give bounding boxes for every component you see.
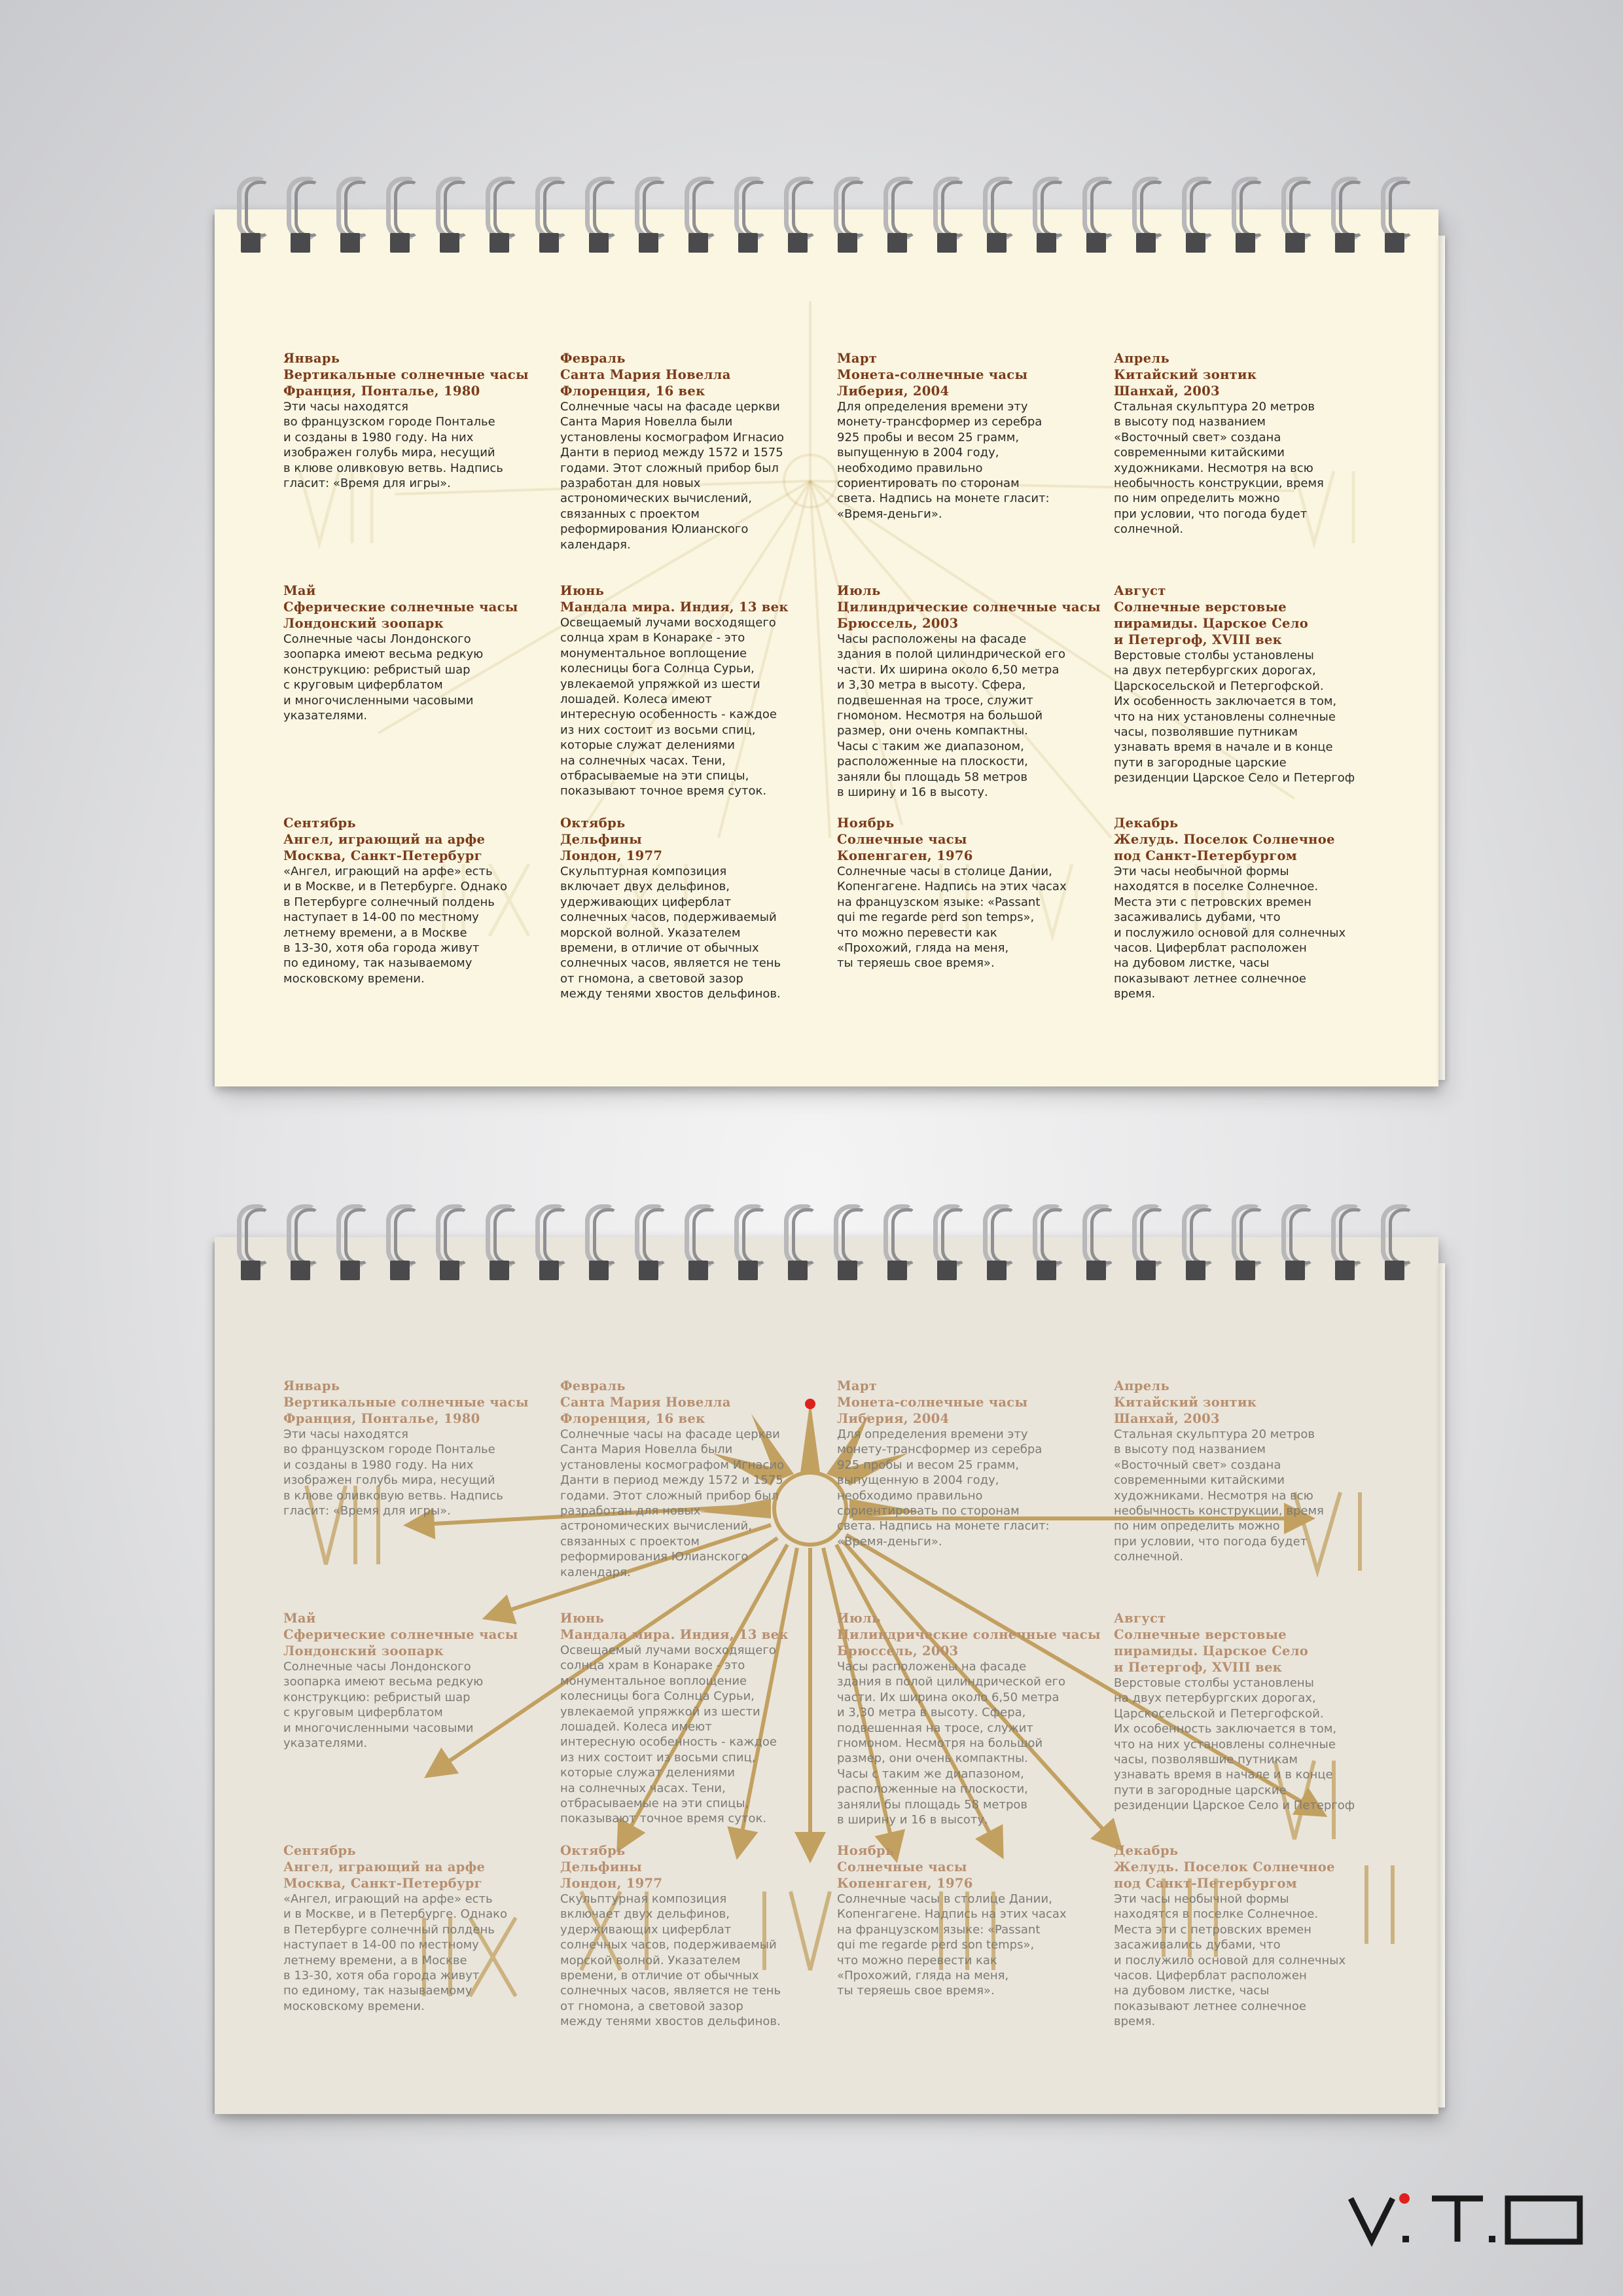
month-name: Июнь: [560, 583, 605, 598]
binding-ring: [287, 177, 321, 262]
binding-ring: [784, 177, 818, 262]
entry-text: «Ангел, играющий на арфе» есть и в Москве, и в Петербурге. Однако в Петербурге солнечный полдень наступает в 14-00 по местному летнему времени, а в Москве в 13-30, хотя оба города живут по единому, так называемому московскому времени.: [283, 865, 507, 986]
entry-title: Солнечные верстовые пирамиды. Царское Село и Петергоф, XVIII век: [1114, 600, 1309, 647]
month-entry-june: [560, 1610, 837, 1842]
entry-title: Мандала мира. Индия, 13 век: [560, 600, 789, 615]
vto-logo: [1348, 2189, 1584, 2248]
entry-title: Дельфины Лондон, 1977: [560, 1859, 663, 1891]
entry-title: Ангел, играющий на арфе Москва, Санкт-Петербург: [283, 1859, 486, 1891]
entry-title: Китайский зонтик Шанхай, 2003: [1114, 1395, 1257, 1426]
calendar-page-bottom: [215, 1237, 1438, 2114]
month-entry-march: [837, 350, 1114, 583]
month-name: Апрель: [1114, 1378, 1169, 1393]
entry-title: Солнечные верстовые пирамиды. Царское Село и Петергоф, XVIII век: [1114, 1627, 1309, 1675]
entry-text: Солнечные часы в столице Дании, Копенгагене. Надпись на этих часах на французском языке: «Passant qui me regarde perd son temps», что можно перевести как «Прохожий, гляда на меня, ты теряешь свое время».: [837, 865, 1067, 971]
entry-text: Солнечные часы Лондонского зоопарка имеют весьма редкую конструкцию: ребристый шар с круговым циферблатом и многочисленными часовыми указателями.: [283, 632, 484, 723]
entry-text: Часы расположены на фасаде здания в полой цилиндрической его части. Их ширина около 6,50 метра и 3,30 метра в высоту. Сфера, подвешенная на тросе, служит гномоном. Несмотря на большой размер, они очень компактны. Часы с таким же диапазоном, расположенные на плоскости, заняли бы площадь 58 метров в ширину и 16 в высоту.: [837, 632, 1066, 800]
binding-ring: [685, 177, 719, 262]
entry-text: Для определения времени эту монету-трансформер из серебра 925 пробы и весом 25 грамм, выпущенную в 2004 году, необходимо правильно сориентировать по сторонам света. Надпись на монете гласит: «Время-деньги».: [837, 400, 1050, 521]
binding-ring: [983, 177, 1017, 262]
entry-title: Вертикальные солнечные часы Франция, Понталье, 1980: [283, 367, 529, 399]
month-entry-march: [837, 1378, 1114, 1610]
entry-title: Цилиндрические солнечные часы Брюссель, 2003: [837, 600, 1101, 631]
binding-ring: [1281, 177, 1315, 262]
entry-title: Монета-солнечные часы Либерия, 2004: [837, 367, 1028, 399]
logo-dot: [1399, 2193, 1410, 2204]
binding-ring: [635, 177, 669, 262]
entry-text: Освещаемый лучами восходящего солнца храм в Конараке - это монументальное воплощение колесницы бога Солнца Сурьи, увлекаемой упряжкой из шести лошадей. Колеса имеют интересную особенность - каждое из них состоит из восьми спиц, которые служат делениями на солнечных часах. Тени, отбрасываемые на эти спицы, показывают точное время суток.: [560, 1643, 777, 1826]
binding-ring: [1331, 177, 1365, 262]
month-name: Ноябрь: [837, 1843, 895, 1858]
month-entry-february: [560, 1378, 837, 1610]
binding-ring: [734, 177, 768, 262]
month-entry-february: [560, 350, 837, 583]
month-grid: [283, 350, 1396, 1057]
entry-text: Солнечные часы на фасаде церкви Санта Мария Новелла были установлены космографом Игнасио Данти в период между 1572 и 1575 годами. Этот сложный прибор был разработан для новых астрономических вычислений, связанных с проектом реформирования Юлианского календаря.: [560, 400, 785, 552]
entry-title: Дельфины Лондон, 1977: [560, 832, 663, 863]
entry-text: Солнечные часы в столице Дании, Копенгагене. Надпись на этих часах на французском языке: «Passant qui me regarde perd son temps», что можно перевести как «Прохожий, гляда на меня, ты теряешь свое время».: [837, 1892, 1067, 1998]
month-entry-january: [283, 350, 560, 583]
binding-ring: [1132, 177, 1166, 262]
month-name: Март: [837, 1378, 878, 1393]
entry-title: Мандала мира. Индия, 13 век: [560, 1627, 789, 1642]
month-name: Январь: [283, 351, 340, 366]
month-entry-september: [283, 1842, 560, 2075]
month-entry-october: [560, 1842, 837, 2075]
month-entry-october: [560, 815, 837, 1047]
month-name: Июль: [837, 583, 881, 598]
month-entry-april: [1114, 350, 1391, 583]
month-name: Июль: [837, 1611, 881, 1626]
entry-text: Солнечные часы Лондонского зоопарка имеют весьма редкую конструкцию: ребристый шар с круговым циферблатом и многочисленными часовыми указателями.: [283, 1660, 484, 1751]
entry-text: «Ангел, играющий на арфе» есть и в Москве, и в Петербурге. Однако в Петербурге солнечный полдень наступает в 14-00 по местному летнему времени, а в Москве в 13-30, хотя оба города живут по единому, так называемому московскому времени.: [283, 1892, 507, 2013]
month-entry-august: [1114, 583, 1391, 815]
month-entry-may: [283, 1610, 560, 1842]
entry-text: Стальная скульптура 20 метров в высоту под названием «Восточный свет» создана современными китайскими художниками. Несмотря на всю необычность конструкции, время по ним определить можно при условии, что погода будет солнечной.: [1114, 1427, 1324, 1564]
binding-ring: [237, 177, 271, 262]
entry-title: Желудь. Поселок Солнечное под Санкт-Петербургом: [1114, 1859, 1335, 1891]
month-name: Декабрь: [1114, 816, 1179, 831]
month-name: Май: [283, 1611, 316, 1626]
month-name: Сентябрь: [283, 1843, 356, 1858]
month-entry-september: [283, 815, 560, 1047]
month-entry-april: [1114, 1378, 1391, 1610]
month-entry-november: [837, 1842, 1114, 2075]
entry-text: Эти часы необычной формы находятся в поселке Солнечное. Места эти с петровских времен засаживались дубами, что и послужило основой для солнечных часов. Циферблат расположен на дубовом листке, часы показывают летнее солнечное время.: [1114, 865, 1346, 1001]
month-grid: [283, 1378, 1396, 2085]
month-name: Ноябрь: [837, 816, 895, 831]
entry-text: Солнечные часы на фасаде церкви Санта Мария Новелла были установлены космографом Игнасио Данти в период между 1572 и 1575 годами. Этот сложный прибор был разработан для новых астрономических вычислений, связанных с проектом реформирования Юлианского календаря.: [560, 1427, 785, 1579]
binding-ring: [933, 177, 967, 262]
binding-ring: [436, 177, 470, 262]
month-name: Август: [1114, 1611, 1166, 1626]
month-entry-december: [1114, 1842, 1391, 2075]
entry-text: Эти часы находятся во французском городе Понталье и созданы в 1980 году. На них изображен голубь мира, несущий в клюве оливковую ветвь. Надпись гласит: «Время для игры».: [283, 1427, 503, 1518]
entry-title: Вертикальные солнечные часы Франция, Понталье, 1980: [283, 1395, 529, 1426]
month-entry-august: [1114, 1610, 1391, 1842]
month-name: Сентябрь: [283, 816, 356, 831]
month-name: Апрель: [1114, 351, 1169, 366]
month-name: Февраль: [560, 351, 626, 366]
month-name: Январь: [283, 1378, 340, 1393]
month-entry-december: [1114, 815, 1391, 1047]
entry-title: Желудь. Поселок Солнечное под Санкт-Петербургом: [1114, 832, 1335, 863]
binding-ring: [883, 177, 918, 262]
entry-text: Верстовые столбы установлены на двух петербургских дорогах, Царскосельской и Петергофской. Их особенность заключается в том, что на них установлены солнечные часы, позволявшие путникам узнавать время в начале и в конце пути в загородные царские резиденции Царское Село и Петергоф: [1114, 649, 1355, 785]
binding-ring: [834, 177, 868, 262]
binding-ring: [1082, 177, 1116, 262]
entry-text: Эти часы необычной формы находятся в поселке Солнечное. Места эти с петровских времен засаживались дубами, что и послужило основой для солнечных часов. Циферблат расположен на дубовом листке, часы показывают летнее солнечное время.: [1114, 1892, 1346, 2029]
binding-ring: [336, 177, 370, 262]
binding-ring: [486, 177, 520, 262]
entry-text: Скульптурная композиция включает двух дельфинов, удерживающих циферблат солнечных часов, подерживаемый морской волной. Указателем времени, в отличие от обычных солнечных часов, является не тень от гномона, а световой зазор между тенями хвостов дельфинов.: [560, 865, 781, 1001]
month-entry-may: [283, 583, 560, 815]
month-name: Май: [283, 583, 316, 598]
entry-title: Ангел, играющий на арфе Москва, Санкт-Петербург: [283, 832, 486, 863]
month-entry-june: [560, 583, 837, 815]
month-name: Февраль: [560, 1378, 626, 1393]
entry-title: Солнечные часы Копенгаген, 1976: [837, 832, 973, 863]
page-edge: [1438, 1263, 1445, 2108]
spiral-binding: [215, 177, 1438, 262]
month-name: Декабрь: [1114, 1843, 1179, 1858]
entry-text: Эти часы находятся во французском городе Понталье и созданы в 1980 году. На них изображен голубь мира, несущий в клюве оливковую ветвь. Надпись гласит: «Время для игры».: [283, 400, 503, 491]
page-edge: [1438, 236, 1445, 1080]
entry-title: Цилиндрические солнечные часы Брюссель, 2003: [837, 1627, 1101, 1659]
month-entry-november: [837, 815, 1114, 1047]
binding-ring: [386, 177, 420, 262]
entry-title: Солнечные часы Копенгаген, 1976: [837, 1859, 973, 1891]
binding-ring: [1182, 177, 1216, 262]
month-name: Март: [837, 351, 878, 366]
binding-ring: [1381, 177, 1415, 262]
month-entry-july: [837, 583, 1114, 815]
entry-text: Стальная скульптура 20 метров в высоту под названием «Восточный свет» создана современными китайскими художниками. Несмотря на всю необычность конструкции, время по ним определить можно при условии, что погода будет солнечной.: [1114, 400, 1324, 537]
entry-text: Верстовые столбы установлены на двух петербургских дорогах, Царскосельской и Петергофской. Их особенность заключается в том, что на них установлены солнечные часы, позволявшие путникам узнавать время в начале и в конце пути в загородные царские резиденции Царское Село и Петергоф: [1114, 1676, 1355, 1813]
entry-title: Китайский зонтик Шанхай, 2003: [1114, 367, 1257, 399]
binding-ring: [535, 177, 569, 262]
entry-title: Сферические солнечные часы Лондонский зоопарк: [283, 600, 518, 631]
entry-title: Санта Мария Новелла Флоренция, 16 век: [560, 1395, 731, 1426]
entry-title: Санта Мария Новелла Флоренция, 16 век: [560, 367, 731, 399]
month-entry-january: [283, 1378, 560, 1610]
month-entry-july: [837, 1610, 1114, 1842]
entry-title: Сферические солнечные часы Лондонский зоопарк: [283, 1627, 518, 1659]
binding-ring: [1033, 177, 1067, 262]
entry-text: Освещаемый лучами восходящего солнца храм в Конараке - это монументальное воплощение колесницы бога Солнца Сурьи, увлекаемой упряжкой из шести лошадей. Колеса имеют интересную особенность - каждое из них состоит из восьми спиц, которые служат делениями на солнечных часах. Тени, отбрасываемые на эти спицы, показывают точное время суток.: [560, 616, 777, 798]
month-name: Август: [1114, 583, 1166, 598]
binding-ring: [585, 177, 619, 262]
entry-text: Скульптурная композиция включает двух дельфинов, удерживающих циферблат солнечных часов, подерживаемый морской волной. Указателем времени, в отличие от обычных солнечных часов, является не тень от гномона, а световой зазор между тенями хвостов дельфинов.: [560, 1892, 781, 2029]
binding-ring: [1232, 177, 1266, 262]
entry-text: Для определения времени эту монету-трансформер из серебра 925 пробы и весом 25 грамм, выпущенную в 2004 году, необходимо правильно сориентировать по сторонам света. Надпись на монете гласит: «Время-деньги».: [837, 1427, 1050, 1549]
entry-text: Часы расположены на фасаде здания в полой цилиндрической его части. Их ширина около 6,50 метра и 3,30 метра в высоту. Сфера, подвешенная на тросе, служит гномоном. Несмотря на большой размер, они очень компактны. Часы с таким же диапазоном, расположенные на плоскости, заняли бы площадь 58 метров в ширину и 16 в высоту.: [837, 1660, 1066, 1827]
entry-title: Монета-солнечные часы Либерия, 2004: [837, 1395, 1028, 1426]
month-name: Октябрь: [560, 1843, 626, 1858]
month-name: Июнь: [560, 1611, 605, 1626]
month-name: Октябрь: [560, 816, 626, 831]
calendar-page-top: [215, 209, 1438, 1086]
